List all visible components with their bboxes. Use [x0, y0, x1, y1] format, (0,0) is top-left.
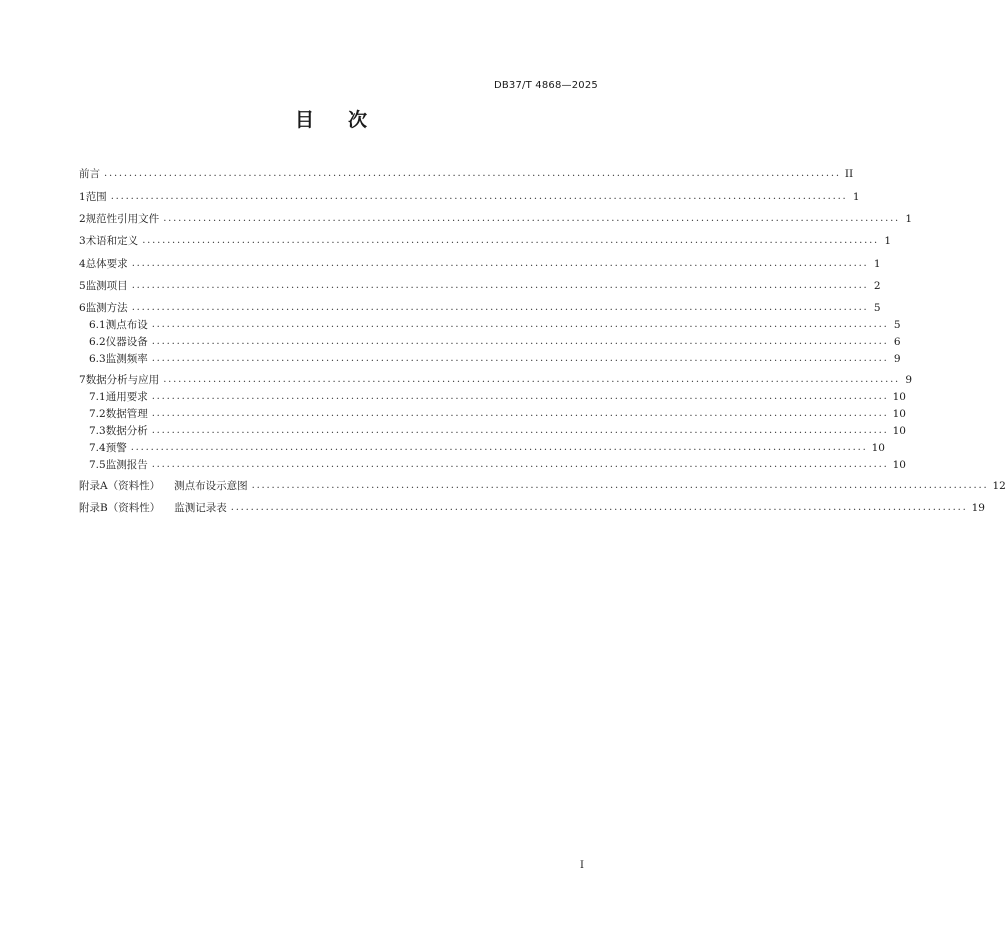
dot-leader: ....................................................................................................................................................: [251, 480, 989, 491]
dot-leader: ....................................................................................................................................................: [151, 391, 889, 402]
toc-label: 术语和定义: [85, 235, 139, 247]
toc-page: 6: [893, 336, 901, 348]
toc-entry-3[interactable]: [79, 233, 892, 249]
toc-label: 前言: [79, 168, 100, 180]
toc-page: 12: [992, 480, 1006, 492]
toc-label: 监测报告: [105, 459, 148, 471]
title-char-a: 目: [294, 109, 314, 131]
toc-number: 附录B（资料性）: [79, 502, 161, 514]
toc-entry-7-1[interactable]: [79, 389, 906, 405]
dot-leader: ....................................................................................................................................................: [151, 353, 889, 364]
toc-label: 监测记录表: [174, 502, 227, 514]
toc-number: 1: [79, 191, 86, 203]
toc-entry-1[interactable]: [79, 189, 860, 205]
dot-leader: ....................................................................................................................................................: [131, 280, 869, 291]
toc-page: 9: [893, 353, 901, 365]
toc-label: 总体要求: [85, 258, 128, 270]
toc-label: 监测方法: [85, 302, 128, 314]
dot-leader: ....................................................................................................................................................: [130, 442, 868, 453]
toc-number: 7: [79, 374, 86, 386]
toc-page: 9: [905, 374, 913, 386]
toc-entry-2[interactable]: [79, 211, 913, 227]
dot-leader: ....................................................................................................................................................: [131, 302, 869, 313]
toc-number: 附录A（资料性）: [79, 480, 161, 492]
toc-entry-4[interactable]: [79, 256, 881, 272]
toc-label: 监测项目: [85, 280, 128, 292]
toc-page: 10: [892, 391, 906, 403]
toc-label: 仪器设备: [105, 336, 148, 348]
standard-code: DB37/T 4868—2025: [493, 80, 598, 91]
toc-label: 数据分析与应用: [85, 374, 160, 386]
toc-label: 测点布设: [105, 319, 148, 331]
toc-label: 范围: [85, 191, 107, 203]
title-char-b: 次: [348, 109, 368, 131]
toc-page: 10: [892, 425, 906, 437]
page-number: I: [580, 860, 584, 871]
toc-label: 预警: [105, 442, 127, 454]
dot-leader: ....................................................................................................................................................: [151, 336, 889, 347]
toc-label: 规范性引用文件: [85, 213, 160, 225]
toc-number: 6: [79, 302, 86, 314]
toc-number: 7.3: [89, 425, 106, 437]
toc-number: 3: [79, 235, 86, 247]
toc-number: 7.4: [89, 442, 106, 454]
toc-number: 6.2: [89, 336, 106, 348]
toc-entry-appendix-b[interactable]: [79, 500, 985, 516]
toc-label: 监测频率: [105, 353, 148, 365]
toc-entry-appendix-a[interactable]: [79, 478, 1006, 494]
toc-entry-7-5[interactable]: [79, 457, 906, 473]
toc-entry-5[interactable]: [79, 278, 881, 294]
toc-entry-6[interactable]: [79, 300, 881, 316]
dot-leader: ....................................................................................................................................................: [151, 425, 889, 436]
toc-page: 1: [905, 213, 913, 225]
page-title: [0, 105, 662, 132]
toc-page: 1: [852, 191, 860, 203]
dot-leader: ....................................................................................................................................................: [230, 502, 968, 513]
toc-entry-6-2[interactable]: [79, 334, 901, 350]
toc-page: 5: [873, 302, 881, 314]
toc-number: 6.1: [89, 319, 106, 331]
toc-page: 2: [873, 280, 881, 292]
dot-leader: ....................................................................................................................................................: [151, 408, 889, 419]
toc-page: 1: [884, 235, 892, 247]
dot-leader: ....................................................................................................................................................: [110, 191, 848, 202]
toc-entry-7-3[interactable]: [79, 423, 906, 439]
dot-leader: ....................................................................................................................................................: [151, 319, 889, 330]
toc-label: 通用要求: [105, 391, 148, 403]
toc-page: 10: [892, 459, 906, 471]
toc-entry-7[interactable]: [79, 372, 913, 388]
toc-page: 1: [873, 258, 881, 270]
toc-entry-6-3[interactable]: [79, 351, 901, 367]
toc-page: II: [844, 168, 854, 180]
toc-number: 6.3: [89, 353, 106, 365]
toc-entry-7-2[interactable]: [79, 406, 906, 422]
toc-label: 数据管理: [105, 408, 148, 420]
dot-leader: ....................................................................................................................................................: [142, 235, 880, 246]
toc-page: 10: [892, 408, 906, 420]
toc-entry-foreword[interactable]: [79, 166, 854, 182]
toc-number: 2: [79, 213, 86, 225]
toc-number: 7.1: [89, 391, 106, 403]
toc-page: 19: [971, 502, 985, 514]
dot-leader: ....................................................................................................................................................: [163, 213, 901, 224]
toc-number: 7.5: [89, 459, 106, 471]
toc-page: 5: [893, 319, 901, 331]
dot-leader: ....................................................................................................................................................: [104, 168, 841, 179]
dot-leader: ....................................................................................................................................................: [163, 374, 901, 385]
toc-entry-7-4[interactable]: [79, 440, 885, 456]
toc-label: 测点布设示意图: [174, 480, 248, 492]
dot-leader: ....................................................................................................................................................: [131, 258, 869, 269]
toc-number: 5: [79, 280, 86, 292]
toc-number: 4: [79, 258, 86, 270]
toc-number: 7.2: [89, 408, 106, 420]
toc-label: 数据分析: [105, 425, 148, 437]
toc-page: 10: [871, 442, 885, 454]
dot-leader: ....................................................................................................................................................: [151, 459, 889, 470]
toc-entry-6-1[interactable]: [79, 317, 901, 333]
